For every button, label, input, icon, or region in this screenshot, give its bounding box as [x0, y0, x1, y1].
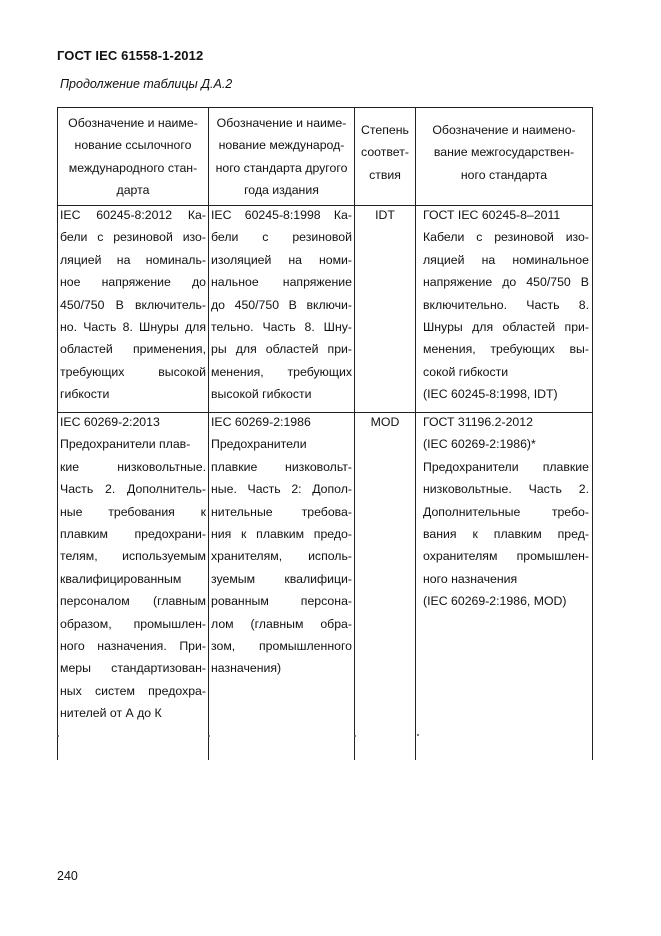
text-line: (IEC 60269-2:1986)* [423, 437, 536, 452]
text-line: ного назначения [423, 571, 518, 586]
scan-dot [354, 735, 356, 737]
text-line: 450/750 В включитель- [60, 297, 206, 312]
text-line: менения, требующих [211, 364, 352, 379]
header-line: Степень [361, 123, 409, 137]
text-line: ного назначения. При- [60, 639, 206, 654]
text-line: Предохранители [211, 437, 307, 452]
text-line: ные. Часть 2: Допол- [211, 482, 352, 497]
text-line: Часть 2. Дополнитель- [60, 482, 206, 497]
text-line: ния к плавким предо- [211, 527, 352, 542]
text-line: до 450/750 В включи- [211, 297, 352, 312]
text-line: нальное напряжение [211, 275, 352, 290]
scan-dot [417, 734, 419, 736]
text-line: квалифицированным [60, 571, 182, 586]
text-line: персоналом (главным [60, 594, 206, 609]
text-line: зуемым квалифици- [211, 571, 352, 586]
text-line: низковольтные. Часть 2. [423, 482, 589, 497]
column-divider-2 [354, 107, 355, 760]
row1-col1 [60, 204, 206, 406]
text-line: ры для областей при- [211, 342, 352, 357]
text-line: ляцией на номиналь- [60, 252, 206, 267]
header-line: нование международ- [218, 138, 345, 153]
text-line: меры стандартизован- [60, 661, 206, 676]
text-line: охранителям промышлен- [423, 549, 589, 564]
text-line: изоляцией на номи- [211, 252, 352, 267]
text-line: требующих высокой [60, 364, 206, 379]
header-col-degree [356, 119, 414, 186]
text-line: напряжение до 450/750 В [423, 275, 589, 290]
row2-col2 [211, 411, 352, 680]
header-line: соответ- [361, 145, 409, 160]
standards-table [57, 107, 593, 760]
header-line: Обозначение и наиме- [216, 116, 347, 130]
header-line: дарта [116, 183, 150, 198]
header-line: международного стан- [68, 160, 198, 175]
text-line: зом, промышленного [211, 639, 352, 654]
text-line: но. Часть 8. Шнуры для [60, 320, 206, 335]
text-line: IEC 60269-2:1986 [211, 415, 311, 429]
text-line: ляцией на номинальное [423, 252, 589, 267]
text-line: ное напряжение до [60, 275, 206, 290]
text-line: хранителям, исполь- [211, 549, 352, 564]
row2-col1 [60, 411, 206, 725]
text-line: плавким предохрани- [60, 527, 206, 542]
text-line: включительно. Часть 8. [423, 297, 589, 312]
text-line: (IEC 60245-8:1998, IDT) [423, 387, 558, 402]
text-line: менения, требующих вы- [423, 342, 589, 357]
document-header: ГОСТ IEC 61558-1-2012 [57, 48, 204, 63]
text-line: бели с резиновой [211, 230, 352, 245]
table-left-border [57, 107, 58, 760]
text-line: вания к плавким пред- [423, 527, 589, 542]
header-line: вание межгосударствен- [433, 145, 575, 160]
header-line: Обозначение и наимено- [432, 123, 576, 137]
row2-col4 [423, 411, 589, 613]
text-line: бели с резиновой изо- [60, 230, 206, 245]
text-line: ГОСТ 31196.2-2012 [423, 415, 533, 429]
text-line: Шнуры для областей при- [423, 320, 589, 335]
text-line: ных систем предохра- [60, 683, 206, 698]
text-line: Кабели с резиновой изо- [423, 230, 589, 245]
text-line: IEC 60245-8:2012 Ка- [60, 208, 206, 222]
text-line: ГОСТ IEC 60245-8–2011 [423, 208, 561, 222]
text-line: образом, промышлен- [60, 616, 206, 631]
text-line: Предохранители плавкие [423, 459, 589, 474]
row1-col2 [211, 204, 352, 406]
text-line: областей применения, [60, 342, 206, 357]
row1-degree: IDT [375, 208, 395, 222]
header-line: Обозначение и наиме- [68, 116, 198, 130]
column-divider-1 [208, 107, 209, 760]
text-line: (IEC 60269-2:1986, MOD) [423, 594, 567, 609]
row1-col4 [423, 204, 589, 406]
text-line: лом (главным обра- [211, 616, 352, 631]
text-line: Предохранители плав- [60, 437, 191, 452]
text-line: рованным персона- [211, 594, 352, 609]
text-line: нителей от А до К [60, 706, 162, 721]
text-line: гибкости [60, 387, 110, 402]
scan-dot [208, 735, 210, 737]
text-line: IEC 60245-8:1998 Ка- [211, 208, 352, 222]
scan-dot [57, 735, 59, 737]
text-line: высокой гибкости [211, 387, 312, 402]
header-line: года издания [244, 183, 319, 198]
text-line: тельно. Часть 8. Шну- [211, 320, 352, 335]
header-line: ствия [369, 167, 401, 182]
page-number: 240 [57, 869, 78, 883]
text-line: IEC 60269-2:2013 [60, 415, 160, 429]
table-caption: Продолжение таблицы Д.А.2 [60, 77, 233, 91]
text-line: ные требования к [60, 504, 206, 519]
header-col-other-year [210, 112, 353, 202]
header-line: ного стандарта другого [215, 160, 348, 175]
text-line: назначения) [211, 661, 282, 676]
text-line: Дополнительные требо- [423, 504, 589, 519]
header-col-interstate [417, 119, 591, 186]
header-line: нование ссылочного [74, 138, 192, 153]
text-line: сокой гибкости [423, 364, 509, 379]
header-line: ного стандарта [460, 167, 548, 182]
text-line: плавкие низковольт- [211, 459, 352, 474]
row2-degree: MOD [370, 415, 400, 429]
text-line: кие низковольтные. [60, 459, 206, 474]
column-divider-3 [415, 107, 416, 760]
header-col-international [60, 112, 206, 202]
text-line: нительные требова- [211, 504, 352, 519]
text-line: телям, используемым [60, 549, 206, 564]
table-top-border [57, 107, 593, 108]
table-right-border [592, 107, 593, 760]
